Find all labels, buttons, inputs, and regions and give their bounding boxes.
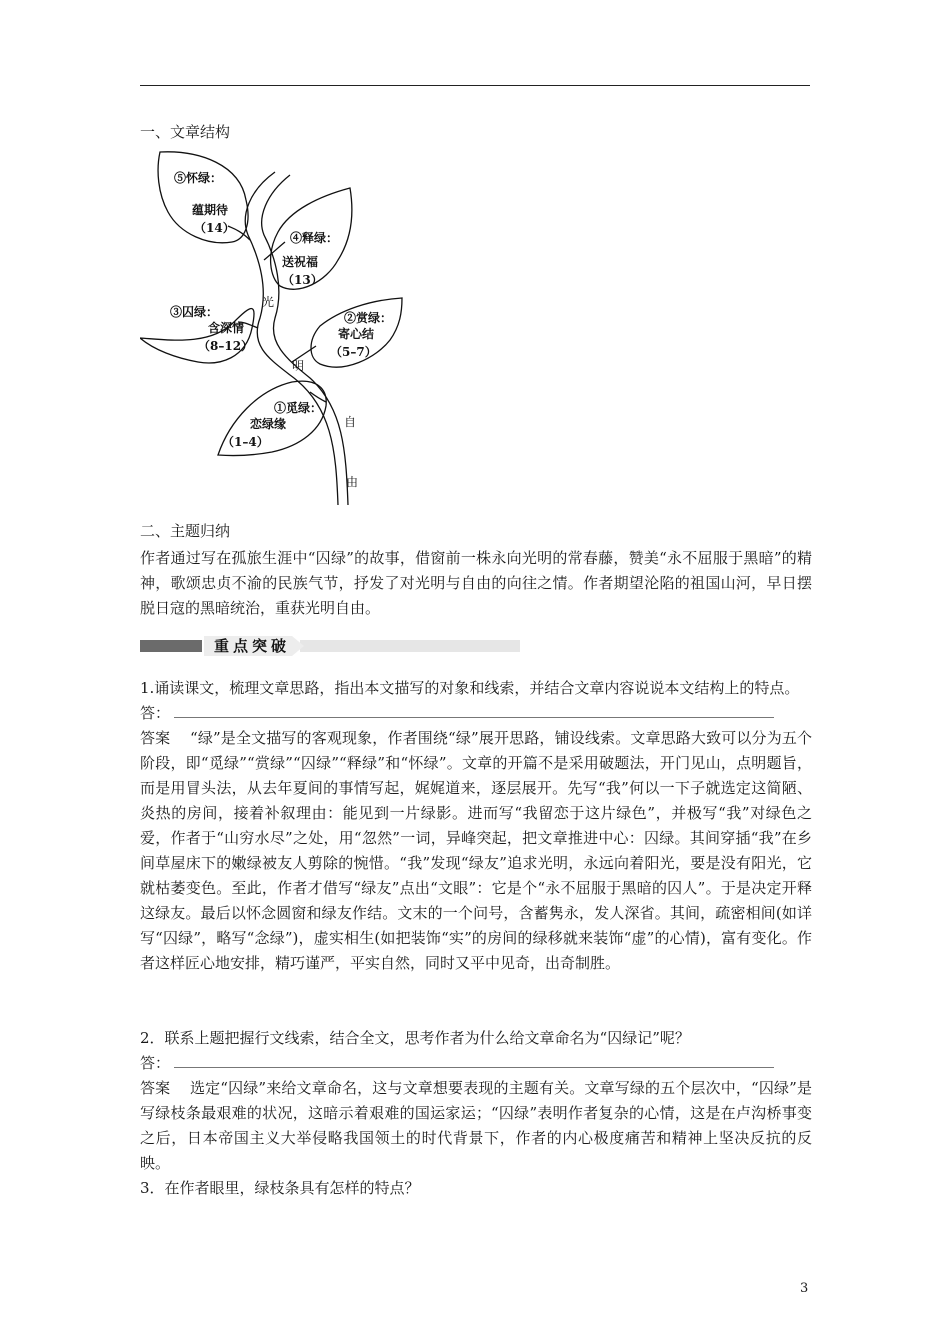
leaf-5-name: ⑤怀绿： xyxy=(174,171,223,185)
leaf-2-name: ②赏绿： xyxy=(344,311,393,325)
question-3: 3．在作者眼里，绿枝条具有怎样的特点？ xyxy=(140,1179,420,1197)
answer-label: 答案 xyxy=(140,1079,171,1097)
banner-bar-dark xyxy=(140,640,202,652)
leaf-3-theme: 含深情 xyxy=(208,321,245,335)
theme-summary xyxy=(140,546,812,621)
leaf-2-range: （5–7） xyxy=(330,345,377,359)
leaf-5-range: （14） xyxy=(194,221,235,235)
leaf-1-range: （1–4） xyxy=(222,435,269,449)
question-3-block xyxy=(140,1176,812,1201)
structure-diagram xyxy=(140,150,420,505)
answer-prompt-label: 答： xyxy=(140,704,171,722)
stem-char-3: 自 xyxy=(344,415,357,429)
leaf-4-theme: 送祝福 xyxy=(282,255,319,269)
leaf-1-name: ①觅绿： xyxy=(274,401,323,415)
banner-label: 重点突破 xyxy=(214,637,291,655)
vine-diagram-svg xyxy=(140,150,420,505)
banner-tag xyxy=(204,636,304,656)
stem-char-1: 光 xyxy=(262,295,275,309)
leaf-4-range: （13） xyxy=(282,273,323,287)
answer-line-1[interactable] xyxy=(174,703,774,718)
question-2-answer-text: 选定“囚绿”来给文章命名，这与文章想要表现的主题有关。文章写绿的五个层次中，“囚绿”是写绿枝条最艰难的状况，这暗示着艰难的国运家运；“囚绿”表明作者复杂的心情，这是在卢沟桥事变之后，日本帝国主义大举侵略我国领土的时代背景下，作者的内心极度痛苦和精神上坚决反抗的反映。 xyxy=(140,1079,812,1172)
leaf-2-theme: 寄心结 xyxy=(338,327,375,341)
question-2: 2．联系上题把握行文线索，结合全文，思考作者为什么给文章命名为“囚绿记”呢？ xyxy=(140,1029,690,1047)
answer-line-2[interactable] xyxy=(174,1053,774,1068)
question-2-answer xyxy=(140,1076,812,1176)
header-rule xyxy=(140,85,810,86)
vine-stem xyxy=(245,172,348,505)
section-title-theme: 二、主题归纳 xyxy=(140,522,231,540)
answer-label: 答案 xyxy=(140,729,171,747)
stem-char-2: 明 xyxy=(292,359,305,373)
leaf-4-name: ④释绿： xyxy=(290,231,339,245)
leaf-3-range: （8–12） xyxy=(198,339,254,353)
page-number: 3 xyxy=(800,1281,809,1296)
key-points-banner xyxy=(140,636,520,656)
leaf-5-theme: 蕴期待 xyxy=(192,203,229,217)
leaf-3-name: ③囚绿： xyxy=(170,305,219,319)
question-2-block xyxy=(140,1026,812,1176)
question-1: 1.诵读课文，梳理文章思路，指出本文描写的对象和线索，并结合文章内容说说本文结构上的特点。 xyxy=(140,679,800,697)
question-1-block xyxy=(140,676,812,976)
question-1-answer-prompt xyxy=(140,701,812,726)
banner-bar-light xyxy=(300,640,520,652)
question-1-answer xyxy=(140,726,812,976)
leaf-1-theme: 恋绿缘 xyxy=(250,417,287,431)
answer-prompt-label: 答： xyxy=(140,1054,171,1072)
section-title-structure: 一、文章结构 xyxy=(140,123,231,141)
question-1-answer-text: “绿”是全文描写的客观现象，作者围绕“绿”展开思路，铺设线索。文章思路大致可以分为五个阶段，即“觅绿”“赏绿”“囚绿”“释绿”和“怀绿”。文章的开篇不是采用破题法，开门见山，点明题旨，而是用冒头法，从去年夏间的事情写起，娓娓道来，逐层展开。先写“我”何以一下子就选定这简陋、炎热的房间，接着补叙理由：能见到一片绿影。进而写“我留恋于这片绿色”，并极写“我”对绿色之爱，作者于“山穷水尽”之处，用“忽然”一词，异峰突起，把文章推进中心：囚绿。其间穿插“我”在乡间草屋床下的嫩绿被友人剪除的惋惜。“我”发现“绿友”追求光明，永远向着阳光，要是没有阳光，它就枯萎变色。至此，作者才借写“绿友”点出“文眼”：它是个“永不屈服于黑暗的囚人”。于是决定开释这绿友。最后以怀念圆窗和绿友作结。文末的一个问号，含蓄隽永，发人深省。其间，疏密相间(如详写“囚绿”，略写“念绿”)，虚实相生(如把装饰“实”的房间的绿移就来装饰“虚”的心情)，富有变化。作者这样匠心地安排，精巧谨严，平实自然，同时又平中见奇，出奇制胜。 xyxy=(140,729,812,972)
stem-char-4: 由 xyxy=(346,475,359,489)
question-2-answer-prompt xyxy=(140,1051,812,1076)
theme-summary-text: 作者通过写在孤旅生涯中“囚绿”的故事，借窗前一株永向光明的常春藤，赞美“永不屈服于黑暗”的精神，歌颂忠贞不渝的民族气节，抒发了对光明与自由的向往之情。作者期望沦陷的祖国山河，早日摆脱日寇的黑暗统治，重获光明自由。 xyxy=(140,549,812,617)
